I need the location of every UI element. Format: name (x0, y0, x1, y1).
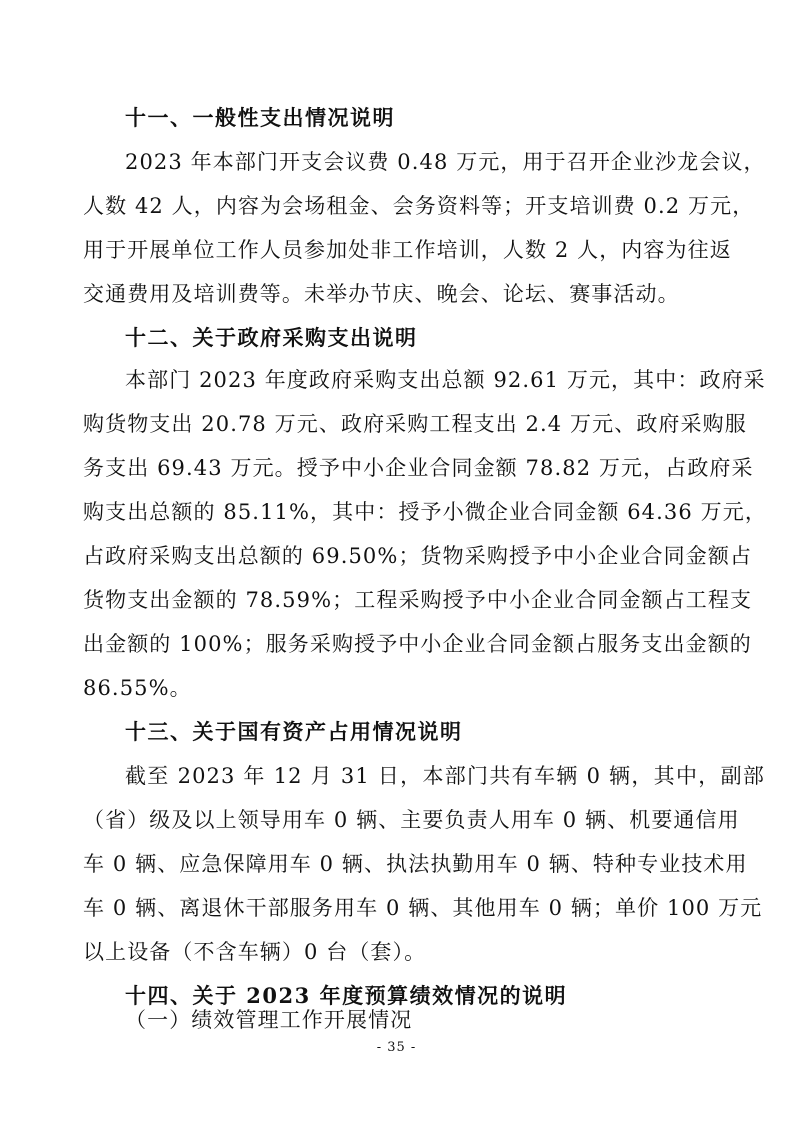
section-14-heading: 十四、关于 2023 年度预算绩效情况的说明 (125, 983, 568, 1008)
section-12-line-3: 务支出 69.43 万元。授予中小企业合同金额 78.82 万元，占政府采 (83, 456, 754, 480)
section-11-line-1: 2023 年本部门开支会议费 0.48 万元，用于召开企业沙龙会议， (125, 150, 766, 174)
section-13-line-5: 以上设备（不含车辆）0 台（套）。 (83, 940, 427, 964)
section-13-heading: 十三、关于国有资产占用情况说明 (125, 719, 463, 744)
section-12-line-5: 占政府采购支出总额的 69.50%；货物采购授予中小企业合同金额占 (83, 544, 753, 568)
section-14-subheading: （一）绩效管理工作开展情况 (125, 1008, 413, 1032)
section-13-line-2: （省）级及以上领导用车 0 辆、主要负责人用车 0 辆、机要通信用 (83, 808, 740, 832)
section-11-line-3: 用于开展单位工作人员参加处非工作培训，人数 2 人，内容为往返 (83, 238, 732, 262)
section-11-heading: 十一、一般性支出情况说明 (125, 105, 395, 130)
section-12-heading: 十二、关于政府采购支出说明 (125, 325, 418, 350)
section-13-line-3: 车 0 辆、应急保障用车 0 辆、执法执勤用车 0 辆、特种专业技术用 (83, 852, 748, 876)
section-12-line-2: 购货物支出 20.78 万元、政府采购工程支出 2.4 万元、政府采购服 (83, 412, 747, 436)
section-12-line-1: 本部门 2023 年度政府采购支出总额 92.61 万元，其中：政府采 (125, 368, 766, 392)
page-number: - 35 - (376, 1040, 417, 1055)
section-12-line-8: 86.55%。 (83, 676, 192, 700)
section-12-line-6: 货物支出金额的 78.59%；工程采购授予中小企业合同金额占工程支 (83, 588, 753, 612)
section-13-line-1: 截至 2023 年 12 月 31 日，本部门共有车辆 0 辆，其中，副部 (125, 764, 765, 788)
section-12-line-4: 购支出总额的 85.11%，其中：授予小微企业合同金额 64.36 万元， (83, 500, 767, 524)
section-13-line-4: 车 0 辆、离退休干部服务用车 0 辆、其他用车 0 辆；单价 100 万元 (83, 896, 763, 920)
section-11-line-4: 交通费用及培训费等。未举办节庆、晚会、论坛、赛事活动。 (83, 282, 680, 306)
section-11-line-2: 人数 42 人，内容为会场租金、会务资料等；开支培训费 0.2 万元， (83, 194, 755, 218)
section-12-line-7: 出金额的 100%；服务采购授予中小企业合同金额占服务支出金额的 (83, 632, 752, 656)
